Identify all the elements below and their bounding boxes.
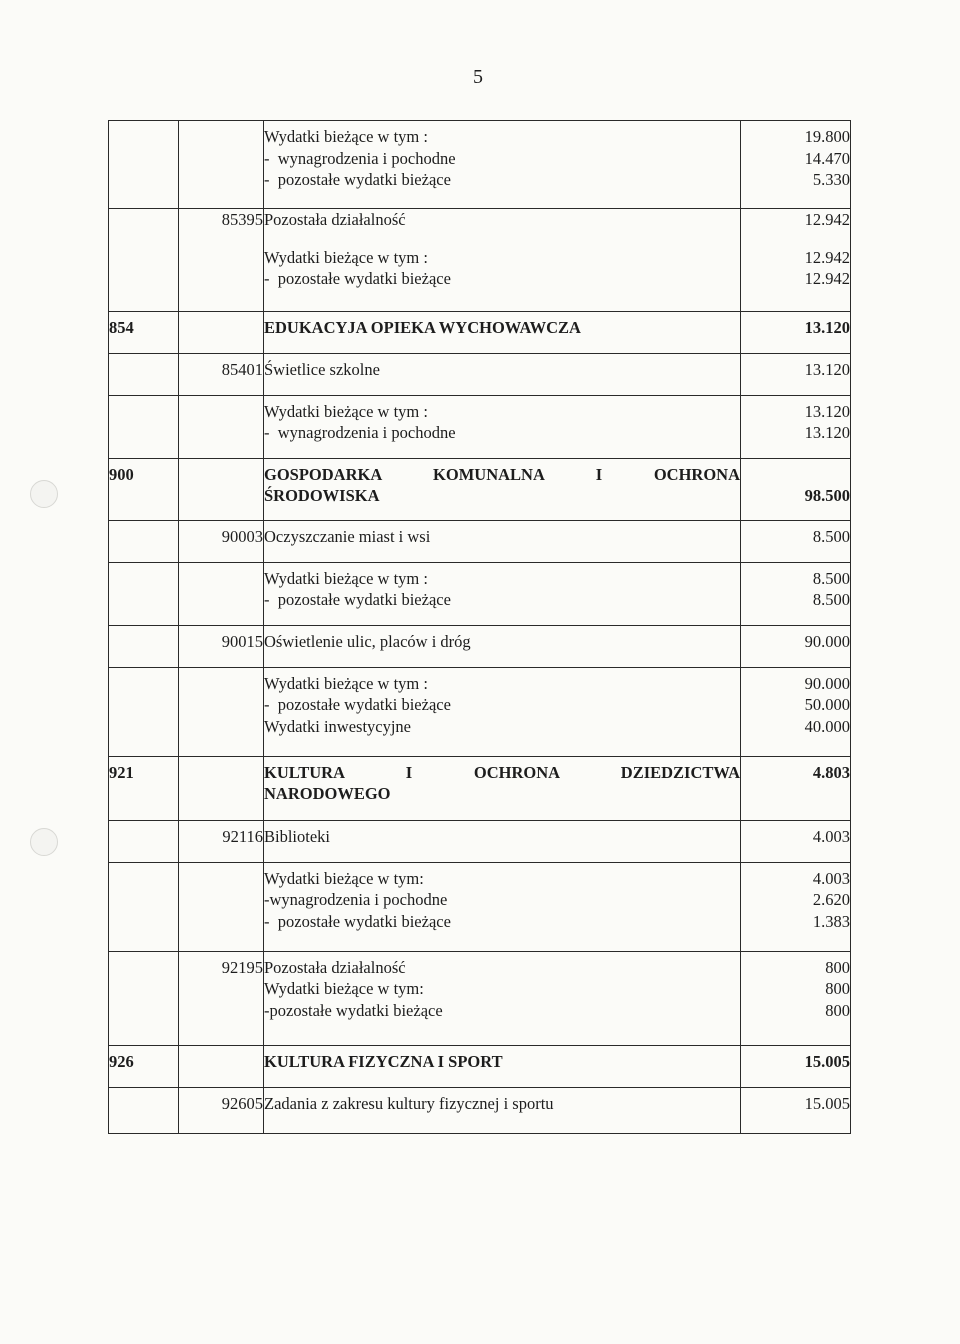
row-description: KULTURA I OCHRONA DZIEDZICTWA — [264, 762, 740, 782]
row-description: GOSPODARKA KOMUNALNA I OCHRONA — [264, 464, 740, 484]
row-amount: 4.803 — [741, 756, 851, 820]
table-row — [109, 353, 851, 395]
row-amount: 90.000 — [804, 673, 850, 693]
row-description: Biblioteki — [264, 820, 741, 862]
row-description: Oświetlenie ulic, placów i dróg — [264, 625, 741, 667]
row-description: Wydatki bieżące w tym : — [264, 568, 428, 588]
row-amount: 5.330 — [812, 170, 850, 189]
row-description: - wynagrodzenia i pochodne — [264, 148, 456, 168]
row-description: Wydatki bieżące w tym : — [264, 401, 428, 421]
row-amount: 90.000 — [741, 625, 851, 667]
row-description: KULTURA FIZYCZNA I SPORT — [264, 1045, 741, 1087]
row-description: -pozostałe wydatki bieżące — [264, 1000, 443, 1020]
row-amount: 4.003 — [741, 820, 851, 862]
page-number: 5 — [473, 66, 483, 88]
table-row — [109, 209, 851, 231]
row-amount: 40.000 — [804, 716, 850, 736]
row-amount: 1.383 — [812, 911, 850, 931]
punch-hole-top — [30, 480, 58, 508]
row-amount: 13.120 — [804, 423, 850, 442]
row-amount: 13.120 — [741, 353, 851, 395]
table-row — [109, 121, 851, 209]
row-description: - pozostałe wydatki bieżące — [264, 269, 451, 288]
row-amount: 13.120 — [804, 401, 850, 421]
row-amount: 15.005 — [741, 1045, 851, 1087]
row-description: - wynagrodzenia i pochodne — [264, 423, 456, 442]
row-description: -wynagrodzenia i pochodne — [264, 890, 448, 909]
table-row — [109, 625, 851, 667]
row-amount: 12.942 — [741, 209, 851, 231]
table-row — [109, 667, 851, 756]
row-amount: 12.942 — [804, 269, 850, 288]
row-amount: 98.500 — [804, 485, 850, 505]
table-row — [109, 862, 851, 951]
table-row — [109, 820, 851, 862]
row-amount: 50.000 — [804, 695, 850, 714]
row-amount: 800 — [825, 979, 850, 998]
row-amount: 14.470 — [804, 148, 850, 168]
table-row — [109, 562, 851, 625]
table-row — [109, 1045, 851, 1087]
row-amount: 13.120 — [741, 311, 851, 353]
row-description: Wydatki bieżące w tym: — [264, 979, 424, 998]
row-description: Wydatki bieżące w tym : — [264, 673, 428, 693]
rozdzial-code: 85395 — [179, 209, 264, 231]
rozdzial-code: 92195 — [179, 951, 264, 1045]
row-amount: 8.500 — [741, 520, 851, 562]
budget-table — [108, 120, 851, 1134]
row-description: Pozostała działalność — [264, 209, 741, 231]
table-row — [109, 756, 851, 820]
dzial-code: 921 — [109, 756, 179, 820]
row-amount: 2.620 — [812, 890, 850, 909]
row-description: Zadania z zakresu kultury fizycznej i sportu — [264, 1087, 741, 1133]
table-row — [109, 951, 851, 1045]
row-amount: 15.005 — [741, 1087, 851, 1133]
table-row — [109, 395, 851, 458]
row-description: Świetlice szkolne — [264, 353, 741, 395]
row-description: EDUKACYJA OPIEKA WYCHOWAWCZA — [264, 311, 741, 353]
row-description: - pozostałe wydatki bieżące — [264, 590, 451, 609]
row-description: NARODOWEGO — [264, 784, 391, 803]
row-amount: 12.942 — [804, 247, 850, 267]
table-row — [109, 231, 851, 312]
table-row — [109, 458, 851, 520]
row-description: Oczyszczanie miast i wsi — [264, 520, 741, 562]
punch-hole-bottom — [30, 828, 58, 856]
row-description: - pozostałe wydatki bieżące — [264, 695, 451, 714]
table-row — [109, 520, 851, 562]
row-description: ŚRODOWISKA — [264, 486, 380, 505]
row-description: Wydatki bieżące w tym: — [264, 868, 424, 888]
row-description: Wydatki inwestycyjne — [264, 716, 412, 736]
row-amount: 4.003 — [812, 868, 850, 888]
row-amount: 800 — [825, 1000, 850, 1020]
rozdzial-code: 90015 — [179, 625, 264, 667]
dzial-code: 926 — [109, 1045, 179, 1087]
row-description: Wydatki bieżące w tym : — [264, 127, 428, 146]
rozdzial-code: 90003 — [179, 520, 264, 562]
rozdzial-code: 92605 — [179, 1087, 264, 1133]
row-amount: 8.500 — [812, 568, 850, 588]
row-amount: 19.800 — [804, 127, 850, 146]
dzial-code: 900 — [109, 458, 179, 520]
row-description: - pozostałe wydatki bieżące — [264, 170, 451, 189]
row-amount: 8.500 — [812, 590, 850, 609]
rozdzial-code: 85401 — [179, 353, 264, 395]
row-description: Pozostała działalność — [264, 957, 406, 977]
row-description: - pozostałe wydatki bieżące — [264, 911, 451, 931]
table-row — [109, 1087, 851, 1133]
row-description: Wydatki bieżące w tym : — [264, 247, 428, 267]
rozdzial-code: 92116 — [179, 820, 264, 862]
row-amount: 800 — [825, 957, 850, 977]
table-row — [109, 311, 851, 353]
dzial-code: 854 — [109, 311, 179, 353]
